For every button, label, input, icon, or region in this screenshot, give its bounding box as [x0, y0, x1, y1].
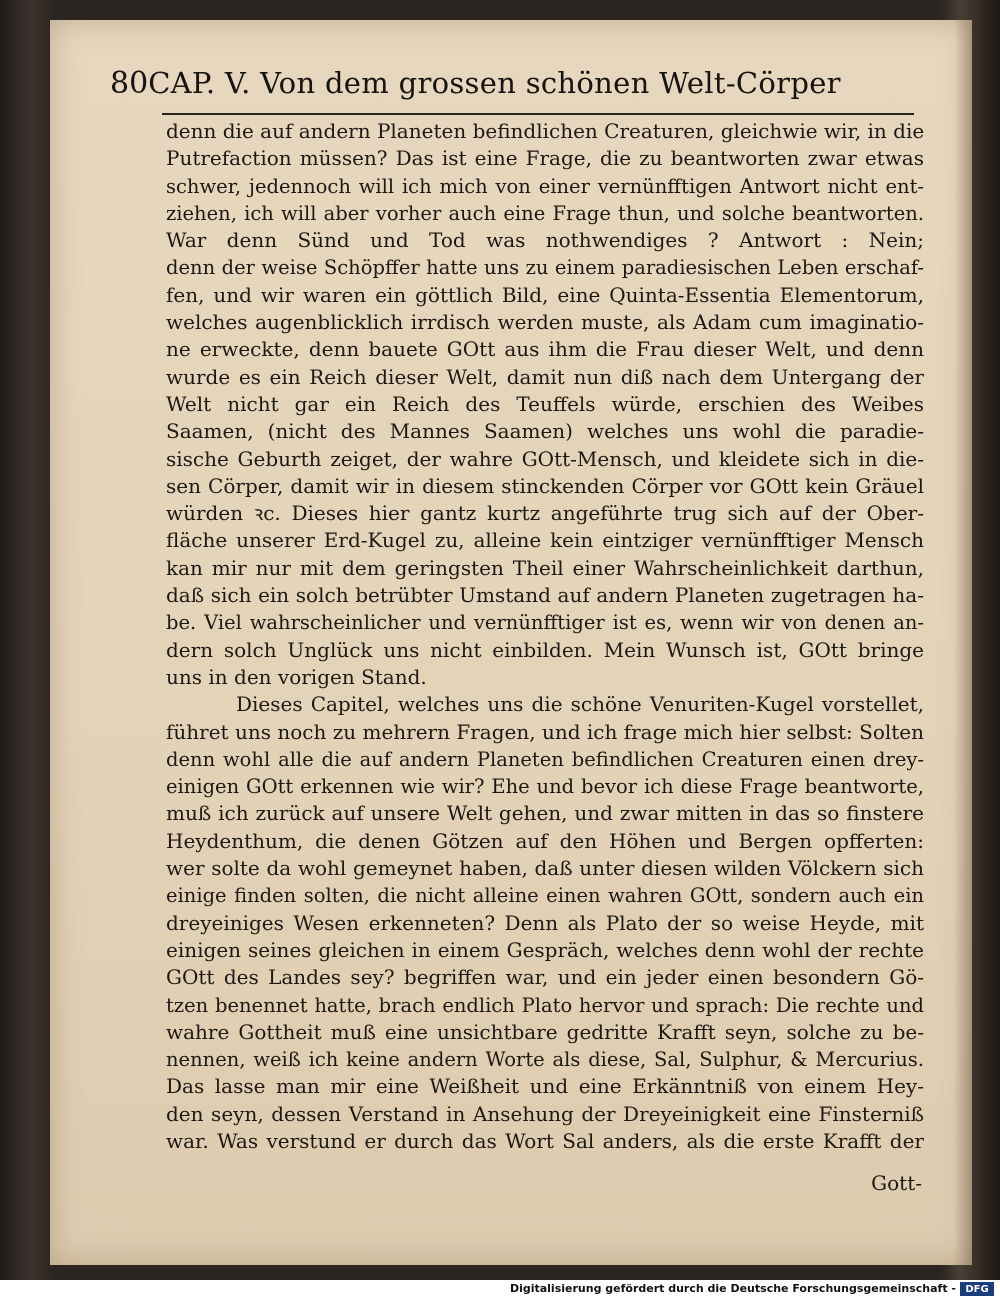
text-line: uns in den vorigen Stand.	[166, 664, 427, 689]
text-line: nennen, weiß ich keine andern Worte als diese, Sal, Sulphur, & Mercurius.	[166, 1048, 924, 1072]
text-line: Putrefaction müssen? Das ist eine Frage, die zu beantworten zwar etwas	[166, 146, 924, 171]
dfg-logo: DFG	[960, 1282, 994, 1296]
footer-credit: Digitalisierung gefördert durch die Deutsche Forschungsgemeinschaft -	[509, 1282, 956, 1295]
text-line: einigen GOtt erkennen wie wir? Ehe und bevor ich diese Frage beantworte,	[166, 775, 924, 799]
text-line: sen Cörper, damit wir in diesem stinckenden Cörper vor GOtt kein Gräuel	[166, 473, 924, 498]
page-header	[110, 66, 840, 110]
text-line: be. Viel wahrscheinlicher und vernünfftiger ist es, wenn wir von denen an-	[166, 611, 924, 635]
header-rule	[162, 113, 914, 115]
text-line: Saamen, (nicht des Mannes Saamen) welches uns wohl die paradie-	[166, 419, 924, 444]
text-line: daß sich ein solch betrübter Umstand auf andern Planeten zugetragen ha-	[166, 583, 924, 608]
text-line: schwer, jedennoch will ich mich von einer vernünfftigen Antwort nicht ent-	[166, 174, 924, 198]
running-title: CAP. V. Von dem grossen schönen Welt-Cörper	[148, 66, 841, 100]
text-line: wurde es ein Reich dieser Welt, damit nun diß nach dem Untergang der	[166, 364, 924, 389]
text-line: würden ꝛc. Dieses hier gantz kurtz angeführte trug sich auf der Ober-	[166, 501, 924, 526]
text-line: wer solte da wohl gemeynet haben, daß unter diesen wilden Völckern sich	[166, 856, 924, 881]
body-text	[166, 118, 924, 1155]
catchword: Gott-	[871, 1171, 922, 1195]
text-line: fläche unserer Erd-Kugel zu, alleine kein eintziger vernünfftiger Mensch	[166, 528, 924, 553]
text-line: dreyeiniges Wesen erkenneten? Denn als Plato der so weise Heyde, mit	[166, 910, 924, 935]
text-line: kan mir nur mit dem geringsten Theil einer Wahrscheinlichkeit darthun,	[166, 555, 924, 580]
text-line: wahre Gottheit muß eine unsichtbare gedritte Krafft seyn, solche zu be-	[166, 1019, 924, 1044]
text-line: ziehen, ich will aber vorher auch eine Frage thun, und solche beantworten.	[166, 201, 924, 225]
text-line: denn der weise Schöpffer hatte uns zu einem paradiesischen Leben erschaf-	[166, 256, 924, 280]
text-line: denn die auf andern Planeten befindlichen Creaturen, gleichwie wir, in die	[166, 119, 925, 143]
text-line: war. Was verstund er durch das Wort Sal anders, als die erste Krafft der	[166, 1128, 924, 1153]
text-line: einigen seines gleichen in einem Gespräch, welches denn wohl der rechte	[166, 937, 924, 962]
text-line: Heydenthum, die denen Götzen auf den Höhen und Bergen opfferten:	[166, 828, 924, 853]
text-line: dern solch Unglück uns nicht einbilden. Mein Wunsch ist, GOtt bringe	[166, 637, 924, 662]
text-line: GOtt des Landes sey? begriffen war, und ein jeder einen besondern Gö-	[166, 965, 924, 990]
text-line: ne erweckte, denn bauete GOtt aus ihm die Frau dieser Welt, und denn	[166, 337, 924, 362]
text-line: führet uns noch zu mehrern Fragen, und ich frage mich hier selbst: Solten	[166, 719, 925, 744]
text-line: muß ich zurück auf unsere Welt gehen, und zwar mitten in das so finstere	[166, 801, 924, 826]
digitization-footer	[0, 1280, 1000, 1299]
text-line: einige finden solten, die nicht alleine einen wahren GOtt, sondern auch ein	[166, 884, 924, 908]
page-number: 80	[110, 66, 149, 101]
text-line: fen, und wir waren ein göttlich Bild, eine Quinta-Essentia Elementorum,	[166, 282, 924, 307]
text-line: welches augenblicklich irrdisch werden muste, als Adam cum imaginatio-	[166, 310, 924, 335]
text-line: tzen benennet hatte, brach endlich Plato hervor und sprach: Die rechte und	[166, 993, 924, 1017]
text-line: den seyn, dessen Verstand in Ansehung der Dreyeinigkeit eine Finsterniß	[166, 1101, 924, 1126]
text-line: Welt nicht gar ein Reich des Teuffels würde, erschien des Weibes	[166, 391, 924, 416]
text-line: Das lasse man mir eine Weißheit und eine Erkänntniß von einem Hey-	[166, 1074, 924, 1099]
text-line: Dieses Capitel, welches uns die schöne Venuriten-Kugel vorstellet,	[236, 692, 924, 717]
text-line: denn wohl alle die auf andern Planeten befindlichen Creaturen einen drey-	[166, 747, 924, 771]
text-line: War denn Sünd und Tod was nothwendiges ? Antwort : Nein;	[166, 228, 924, 253]
text-line: sische Geburth zeiget, der wahre GOtt-Mensch, und kleidete sich in die-	[166, 446, 924, 471]
